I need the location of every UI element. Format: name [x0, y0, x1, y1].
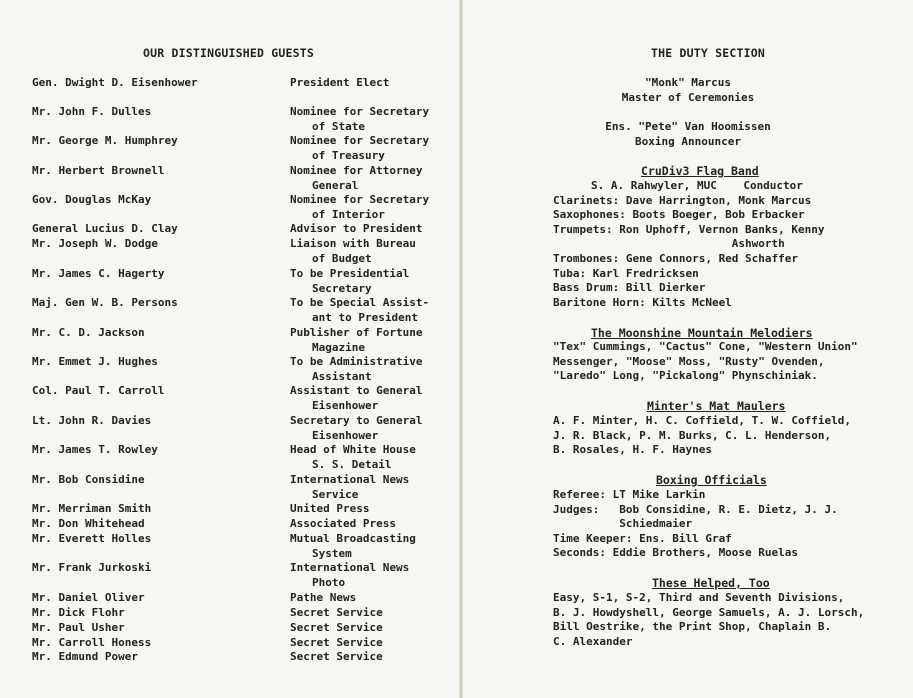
announcer-name: Ens. "Pete" Van Hoomissen [605, 120, 771, 133]
guest-role [290, 591, 455, 606]
guest-role-line: Secretary to General [290, 414, 423, 427]
guest-role-line: Liaison with Bureau [290, 237, 416, 250]
guest-role-line: Publisher of Fortune [290, 326, 423, 339]
melodiers-heading: The Moonshine Mountain Melodiers [591, 326, 813, 340]
melodiers-line: "Tex" Cummings, "Cactus" Cone, "Western Union" [553, 340, 858, 353]
guest-role-line: United Press [290, 502, 370, 515]
guest-name: Mr. Frank Jurkoski [32, 561, 152, 574]
band-line: Bass Drum: Bill Dierker [553, 281, 706, 295]
guest-role-line: International News [290, 561, 410, 574]
officials-line: Seconds: Eddie Brothers, Moose Ruelas [553, 546, 799, 560]
guest-role-line: Secret Service [290, 621, 383, 634]
mc-name: "Monk" Marcus [644, 76, 732, 89]
guest-name: General Lucius D. Clay [32, 222, 178, 235]
band-line: S. A. Rahwyler, MUC Conductor [591, 179, 803, 192]
helped-line: C. Alexander [553, 634, 633, 648]
melodiers-line: Messenger, "Moose" Moss, "Rusty" Ovenden, [553, 354, 825, 368]
helped-line: B. J. Howdyshell, George Samuels, A. J. Lorsch, [553, 605, 865, 619]
melodiers-line: "Laredo" Long, "Pickalong" Phynschiniak. [553, 369, 818, 383]
band-line: Clarinets: Dave Harrington, Monk Marcus [553, 193, 812, 207]
guest-role [290, 384, 455, 413]
guest-role-line: President Elect [290, 76, 390, 89]
guest-role-line: Secret Service [290, 650, 383, 663]
guest-role [290, 443, 455, 472]
guest-role-line: Secretary [312, 281, 372, 295]
guest-role-line: Mutual Broadcasting [290, 532, 416, 545]
guest-name: Mr. Emmet J. Hughes [32, 355, 158, 368]
guest-name: Mr. George M. Humphrey [32, 134, 178, 147]
guest-role-line: Eisenhower [312, 428, 379, 442]
duty-heading: THE DUTY SECTION [651, 46, 765, 60]
helped-heading: These Helped, Too [652, 576, 770, 590]
guest-role-line: General [312, 178, 359, 192]
guest-role [290, 267, 455, 296]
guest-role-line: Nominee for Secretary [290, 134, 430, 147]
guest-role-line: Assistant to General [290, 384, 423, 397]
guest-role-line: To be Special Assist- [290, 296, 430, 309]
band-line: Tuba: Karl Fredricksen [553, 266, 699, 280]
guest-name: Mr. Daniel Oliver [32, 591, 145, 604]
guest-name: Mr. Edmund Power [32, 650, 138, 663]
guest-role-line: Advisor to President [290, 222, 423, 235]
guest-role [290, 296, 455, 325]
right-page [463, 0, 913, 698]
guest-role [290, 164, 455, 193]
maulers-heading: Minter's Mat Maulers [647, 399, 786, 413]
guest-role-line: of Interior [312, 207, 385, 221]
band-line: Trombones: Gene Connors, Red Schaffer [553, 252, 799, 265]
guest-role-line: International News [290, 473, 410, 486]
guest-role [290, 134, 455, 163]
guest-role [290, 237, 455, 266]
announcer-title: Boxing Announcer [635, 135, 741, 148]
guest-role-line: Pathe News [290, 591, 357, 604]
guest-role-line: Head of White House [290, 443, 416, 456]
guest-role-line: of Budget [312, 251, 372, 265]
guest-name: Mr. Don Whitehead [32, 517, 145, 530]
guest-name: Lt. John R. Davies [32, 414, 152, 427]
maulers-line: B. Rosales, H. F. Haynes [553, 443, 712, 457]
guest-role [290, 606, 455, 621]
maulers-line: A. F. Minter, H. C. Coffield, T. W. Coffield, [553, 414, 852, 427]
guest-role [290, 517, 455, 532]
guest-name: Mr. C. D. Jackson [32, 326, 145, 339]
guest-name: Maj. Gen W. B. Persons [32, 296, 178, 309]
guest-role [290, 105, 455, 134]
officials-line: Time Keeper: Ens. Bill Graf [553, 531, 732, 545]
helped-line: Easy, S-1, S-2, Third and Seventh Divisions, [553, 591, 845, 604]
guest-role-line: To be Presidential [290, 267, 410, 280]
guest-role [290, 326, 455, 355]
guest-role [290, 650, 455, 665]
guest-name: Mr. Everett Holles [32, 532, 152, 545]
guest-role-line: ant to President [312, 310, 418, 324]
guest-name: Mr. Dick Flohr [32, 606, 125, 619]
guest-name: Col. Paul T. Carroll [32, 384, 165, 397]
guest-name: Gov. Douglas McKay [32, 193, 152, 206]
guest-role [290, 532, 455, 561]
mc-title: Master of Ceremonies [621, 91, 755, 104]
band-line: Trumpets: Ron Uphoff, Vernon Banks, Kenny [553, 222, 825, 236]
guest-role [290, 502, 455, 517]
guest-name: Mr. James C. Hagerty [32, 267, 165, 280]
guest-name: Mr. James T. Rowley [32, 443, 158, 456]
guest-role-line: Service [312, 487, 359, 501]
guests-heading: OUR DISTINGUISHED GUESTS [143, 46, 314, 60]
guest-role [290, 222, 455, 237]
guest-role [290, 414, 455, 443]
guest-name: Mr. John F. Dulles [32, 105, 152, 118]
guest-role-line: S. S. Detail [312, 457, 392, 471]
officials-line: Judges: Bob Considine, R. E. Dietz, J. J. [553, 502, 838, 516]
guest-role-line: of State [312, 119, 365, 133]
band-line: Ashworth [553, 237, 785, 251]
guest-role [290, 561, 455, 590]
guest-role [290, 355, 455, 384]
helped-line: Bill Oestrike, the Print Shop, Chaplain B. [553, 620, 832, 634]
guest-name: Mr. Joseph W. Dodge [32, 237, 158, 250]
guest-role [290, 193, 455, 222]
band-line: Saxophones: Boots Boeger, Bob Erbacker [553, 208, 805, 222]
band-heading: CruDiv3 Flag Band [641, 164, 759, 178]
guest-role-line: of Treasury [312, 148, 385, 162]
guest-role-line: Nominee for Attorney [290, 164, 423, 177]
guest-role-line: Associated Press [290, 517, 396, 530]
guest-role-line: To be Administrative [290, 355, 423, 368]
guest-role-line: Nominee for Secretary [290, 105, 430, 118]
officials-line: Schiedmaier [553, 517, 693, 531]
guest-name: Mr. Paul Usher [32, 621, 125, 634]
guest-role-line: Assistant [312, 369, 372, 383]
officials-heading: Boxing Officials [656, 473, 767, 487]
guest-role [290, 473, 455, 502]
officials-line: Referee: LT Mike Larkin [553, 488, 706, 501]
guest-name: Mr. Herbert Brownell [32, 164, 165, 177]
guest-role-line: Eisenhower [312, 398, 379, 412]
guest-name: Gen. Dwight D. Eisenhower [32, 76, 198, 89]
guest-role [290, 636, 455, 651]
maulers-line: J. R. Black, P. M. Burks, C. L. Henderson, [553, 428, 832, 442]
band-line: Baritone Horn: Kilts McNeel [553, 295, 732, 309]
guest-role [290, 621, 455, 636]
guest-name: Mr. Merriman Smith [32, 502, 152, 515]
guest-role [290, 76, 455, 91]
guest-role-line: Magazine [312, 340, 365, 354]
guest-name: Mr. Bob Considine [32, 473, 145, 486]
guest-role-line: Photo [312, 575, 346, 589]
guest-name: Mr. Carroll Honess [32, 636, 152, 649]
guest-role-line: Secret Service [290, 636, 383, 649]
guest-role-line: Secret Service [290, 606, 383, 619]
guest-role-line: Nominee for Secretary [290, 193, 430, 206]
guest-role-line: System [312, 546, 352, 560]
